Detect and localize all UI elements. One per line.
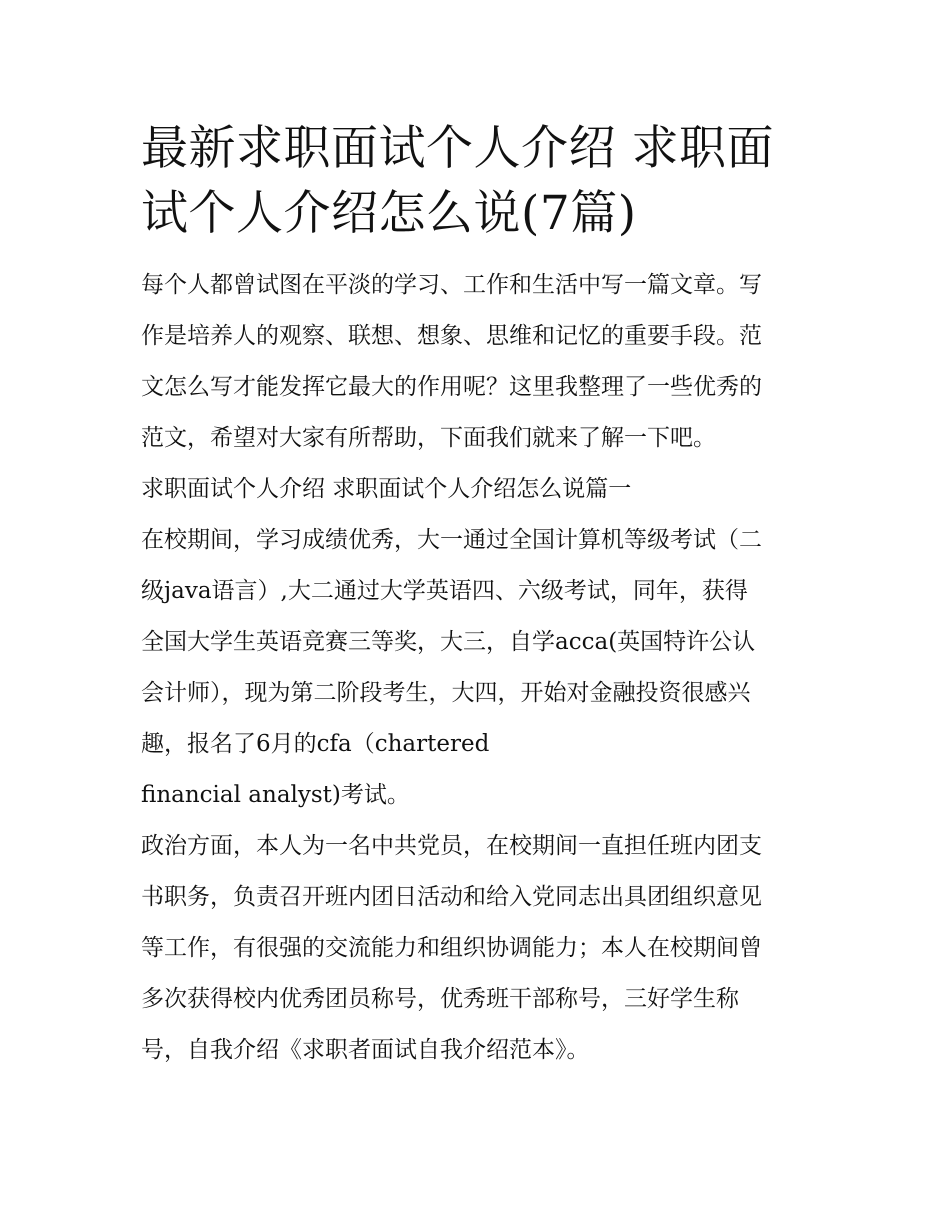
section-heading: 求职面试个人介绍 求职面试个人介绍怎么说篇一	[141, 476, 632, 502]
text-line: 级java语言）,大二通过大学英语四、六级考试，同年，获得	[141, 578, 748, 604]
text-line: financial analyst)考试。	[141, 782, 410, 808]
document-text	[141, 260, 811, 1076]
text-line: 多次获得校内优秀团员称号，优秀班干部称号，三好学生称	[141, 986, 739, 1012]
text-line: 全国大学生英语竞赛三等奖，大三，自学acca(英国特许公认	[141, 629, 756, 655]
text-line: 范文，希望对大家有所帮助，下面我们就来了解一下吧。	[141, 425, 716, 451]
text-line: 趣，报名了6月的cfa（chartered	[141, 731, 490, 757]
text-line: 每个人都曾试图在平淡的学习、工作和生活中写一篇文章。写	[141, 272, 762, 298]
text-line: 会计师），现为第二阶段考生，大四，开始对金融投资很感兴	[141, 680, 751, 706]
text-line: 书职务，负责召开班内团日活动和给入党同志出具团组织意见	[141, 884, 762, 910]
text-line: 号，自我介绍《求职者面试自我介绍范本》。	[141, 1037, 590, 1063]
text-line: 在校期间，学习成绩优秀，大一通过全国计算机等级考试（二	[141, 527, 762, 553]
document-title: 最新求职面试个人介绍 求职面试个人介绍怎么说(7篇)	[141, 121, 774, 241]
text-line: 政治方面，本人为一名中共党员，在校期间一直担任班内团支	[141, 833, 762, 859]
document-body	[141, 116, 811, 1076]
text-line: 文怎么写才能发挥它最大的作用呢？这里我整理了一些优秀的	[141, 374, 762, 400]
text-line: 等工作，有很强的交流能力和组织协调能力；本人在校期间曾	[141, 935, 762, 961]
text-line: 作是培养人的观察、联想、想象、思维和记忆的重要手段。范	[141, 323, 762, 349]
